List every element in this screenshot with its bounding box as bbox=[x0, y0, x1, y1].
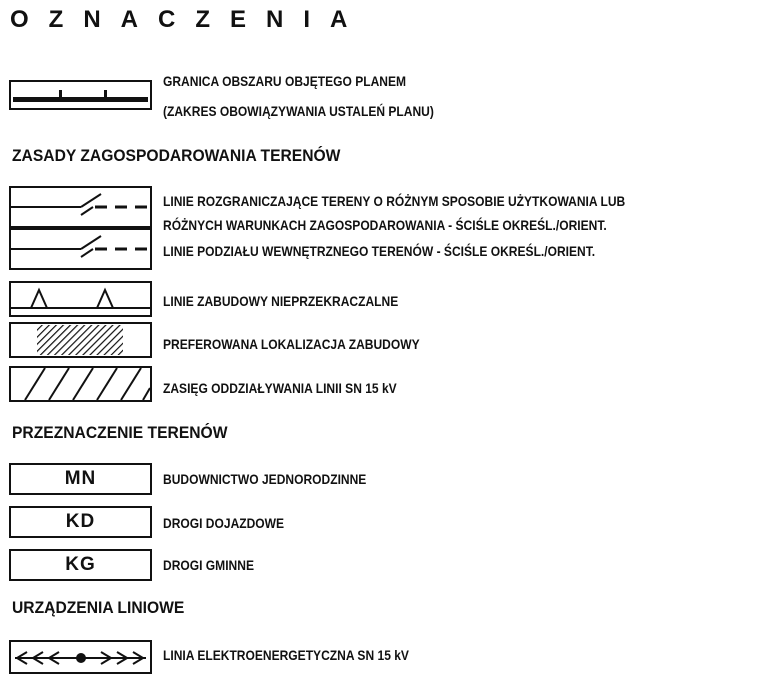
plan-boundary-symbol bbox=[9, 80, 152, 110]
podzialu-label: LINIE PODZIAŁU WEWNĘTRZNEGO TERENÓW - ŚCIŚLE OKREŚL./ORIENT. bbox=[163, 243, 596, 259]
zone-label-kg: DROGI GMINNE bbox=[163, 557, 254, 573]
rozgraniczajace-label-line2: RÓŻNYCH WARUNKACH ZAGOSPODAROWANIA - ŚCIŚLE OKREŚL./ORIENT. bbox=[163, 217, 607, 233]
boundary-label-line1: GRANICA OBSZARU OBJĘTEGO PLANEM bbox=[163, 73, 407, 89]
power-line-symbol bbox=[9, 640, 152, 674]
zone-code-kg: KG bbox=[9, 549, 152, 581]
section-zasady-heading: ZASADY ZAGOSPODAROWANIA TERENÓW bbox=[12, 146, 341, 165]
zone-label-mn: BUDOWNICTWO JEDNORODZINNE bbox=[163, 471, 367, 487]
influence-zone-symbol bbox=[9, 366, 152, 402]
zone-code-kd: KD bbox=[9, 506, 152, 538]
section-urzadzenia-heading: URZĄDZENIA LINIOWE bbox=[12, 598, 185, 617]
preferred-location-symbol bbox=[9, 322, 152, 358]
zone-code-mn: MN bbox=[9, 463, 152, 495]
dividing-lines-symbol bbox=[9, 186, 152, 270]
zabudowy-label: LINIE ZABUDOWY NIEPRZEKRACZALNE bbox=[163, 293, 399, 309]
linia-label: LINIA ELEKTROENERGETYCZNA SN 15 kV bbox=[163, 647, 409, 663]
preferowana-label: PREFEROWANA LOKALIZACJA ZABUDOWY bbox=[163, 336, 420, 352]
zone-label-kd: DROGI DOJAZDOWE bbox=[163, 515, 285, 531]
zasieg-label: ZASIĘG ODDZIAŁYWANIA LINII SN 15 kV bbox=[163, 380, 397, 396]
page-title: OZNACZENIA bbox=[10, 6, 368, 33]
section-przeznaczenie-heading: PRZEZNACZENIE TERENÓW bbox=[12, 423, 228, 442]
building-line-symbol bbox=[9, 281, 152, 317]
rozgraniczajace-label-line1: LINIE ROZGRANICZAJĄCE TERENY O RÓŻNYM SPOSOBIE UŻYTKOWANIA LUB bbox=[163, 193, 626, 209]
boundary-label-line2: (ZAKRES OBOWIĄZYWANIA USTALEŃ PLANU) bbox=[163, 103, 434, 119]
